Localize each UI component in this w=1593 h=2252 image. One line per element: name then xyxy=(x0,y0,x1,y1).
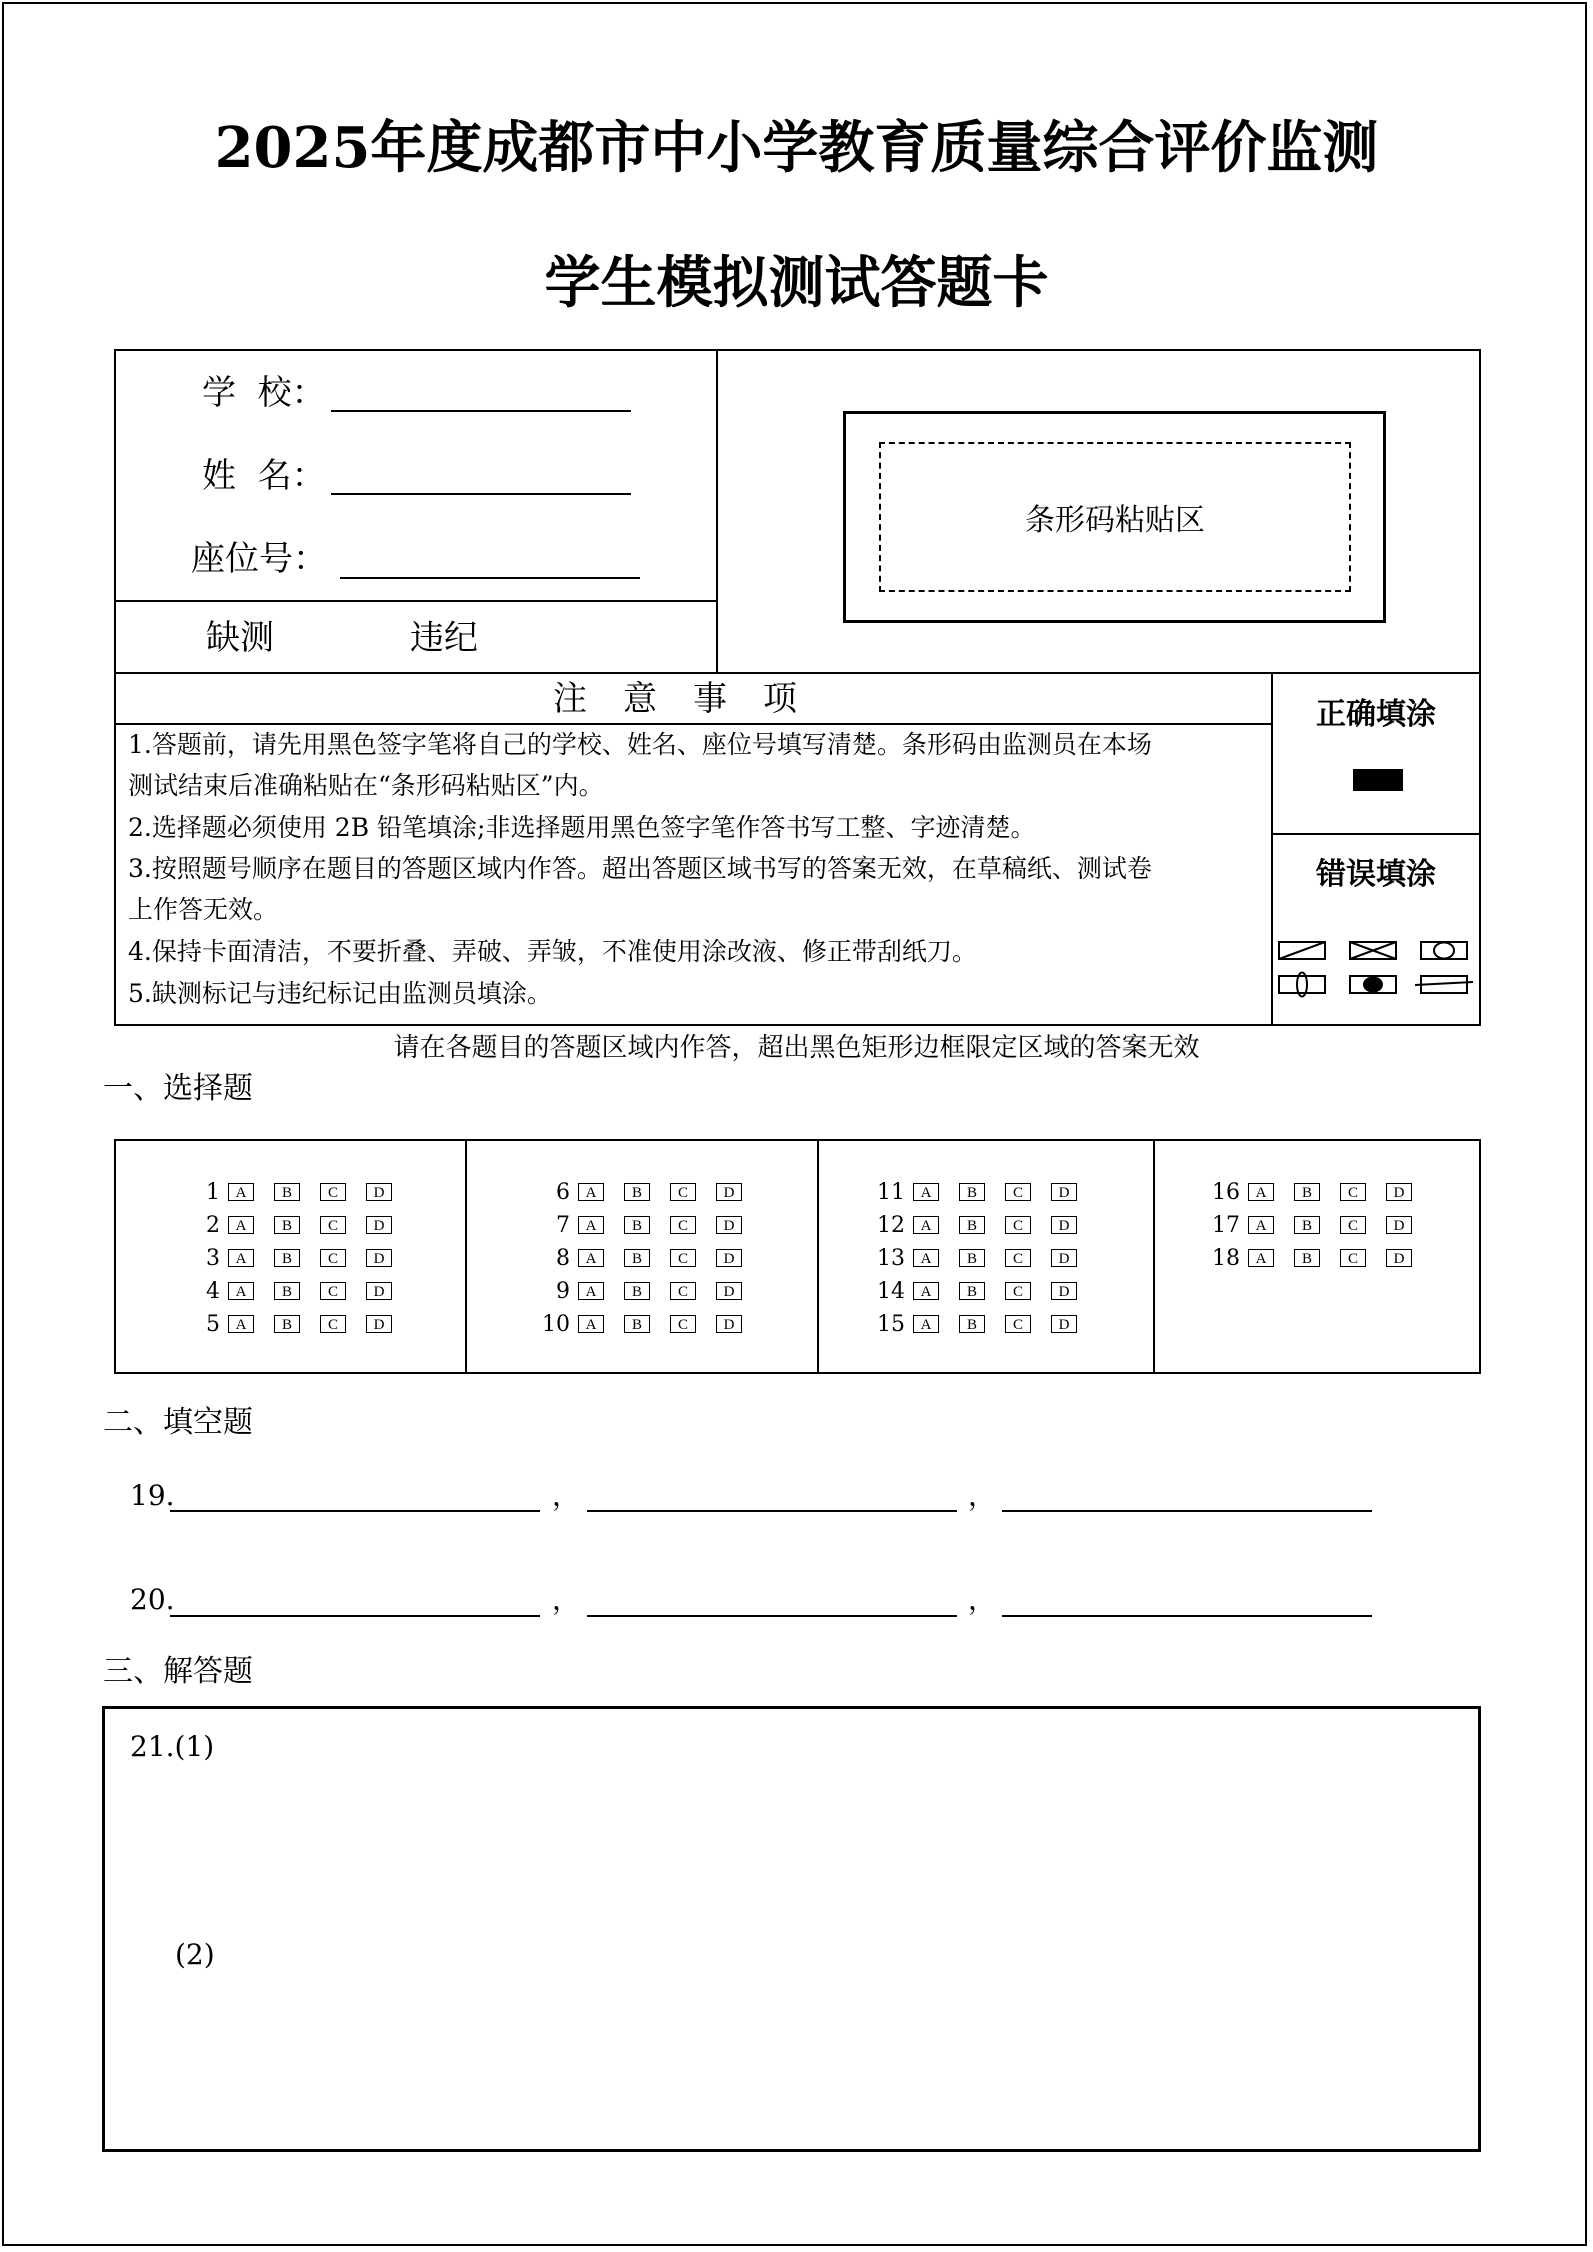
mc-option-bubble[interactable]: B xyxy=(959,1249,985,1267)
q19-blank-3[interactable] xyxy=(1002,1510,1372,1512)
mc-question-number: 8 xyxy=(556,1245,570,1271)
mc-question-row xyxy=(180,1246,412,1270)
mc-option-bubble[interactable]: D xyxy=(366,1315,392,1333)
mc-question-row xyxy=(865,1312,1097,1336)
school-label: 学 校： xyxy=(202,373,326,413)
circle-mark-icon xyxy=(1421,942,1467,959)
wrong-fill-label: 错误填涂 xyxy=(1316,857,1436,892)
mc-question-number: 17 xyxy=(1212,1212,1240,1238)
mc-option-bubble[interactable]: B xyxy=(959,1183,985,1201)
mc-question-number: 12 xyxy=(877,1212,905,1238)
notice-line: 2.选择题必须使用 2B 铅笔填涂;非选择题用黑色签字笔作答书写工整、字迹清楚。 xyxy=(128,813,1036,842)
answer-area-warning: 请在各题目的答题区域内作答，超出黑色矩形边框限定区域的答案无效 xyxy=(393,1033,1200,1063)
notice-line: 5.缺测标记与违纪标记由监测员填涂。 xyxy=(128,979,552,1008)
mc-option-bubble[interactable]: A xyxy=(1248,1216,1274,1234)
mc-option-bubble[interactable]: D xyxy=(1386,1183,1412,1201)
mc-option-bubble[interactable]: D xyxy=(366,1216,392,1234)
section2-title: 二、填空题 xyxy=(103,1405,253,1440)
mc-option-bubble[interactable]: D xyxy=(1051,1249,1077,1267)
q19-separator: ， xyxy=(968,1479,997,1512)
mc-option-bubble[interactable]: C xyxy=(320,1183,346,1201)
q20-blank-1[interactable] xyxy=(170,1615,540,1617)
mc-option-bubble[interactable]: B xyxy=(1294,1216,1320,1234)
mc-question-number: 6 xyxy=(556,1179,570,1205)
mc-option-bubble[interactable]: D xyxy=(1051,1216,1077,1234)
mc-question-row xyxy=(180,1312,412,1336)
mc-option-bubble[interactable]: B xyxy=(624,1282,650,1300)
school-input-line[interactable] xyxy=(331,410,631,412)
mc-option-bubble[interactable]: D xyxy=(1051,1183,1077,1201)
mc-question-row xyxy=(865,1246,1097,1270)
mc-option-bubble[interactable]: B xyxy=(1294,1249,1320,1267)
seat-label: 座位号： xyxy=(191,539,327,579)
q19-blank-2[interactable] xyxy=(587,1510,957,1512)
mc-option-bubble[interactable]: B xyxy=(959,1315,985,1333)
correct-fill-example-icon xyxy=(1353,769,1403,791)
mc-option-bubble[interactable]: D xyxy=(366,1282,392,1300)
mc-question-row xyxy=(1200,1213,1432,1237)
mc-option-bubble[interactable]: A xyxy=(1248,1183,1274,1201)
q20-separator: ， xyxy=(552,1583,581,1616)
mc-question-row xyxy=(530,1312,762,1336)
mc-option-bubble[interactable]: A xyxy=(228,1216,254,1234)
q19-number: 19. xyxy=(130,1479,175,1512)
q21-part1-label: 21.(1) xyxy=(130,1730,215,1763)
mc-option-bubble[interactable]: C xyxy=(1340,1216,1366,1234)
q19-blank-1[interactable] xyxy=(170,1510,540,1512)
mc-option-bubble[interactable]: A xyxy=(578,1282,604,1300)
mc-option-bubble[interactable]: C xyxy=(670,1249,696,1267)
fill-example-divider xyxy=(1271,833,1481,835)
mc-question-row xyxy=(865,1180,1097,1204)
mc-question-number: 4 xyxy=(206,1278,220,1304)
mc-question-row xyxy=(530,1213,762,1237)
mc-option-bubble[interactable]: D xyxy=(1386,1216,1412,1234)
mc-option-bubble[interactable]: B xyxy=(624,1315,650,1333)
mc-option-bubble[interactable]: C xyxy=(1005,1315,1031,1333)
mc-option-bubble[interactable]: B xyxy=(1294,1183,1320,1201)
mc-option-bubble[interactable]: D xyxy=(366,1249,392,1267)
mc-option-bubble[interactable]: D xyxy=(716,1183,742,1201)
q19-separator: ， xyxy=(552,1479,581,1512)
mc-question-number: 9 xyxy=(556,1278,570,1304)
notice-title: 注意事项 xyxy=(553,679,833,719)
mc-option-bubble[interactable]: C xyxy=(670,1315,696,1333)
mc-question-number: 14 xyxy=(877,1278,905,1304)
header-divider-horizontal xyxy=(114,600,718,602)
mc-option-bubble[interactable]: A xyxy=(578,1216,604,1234)
mc-option-bubble[interactable]: A xyxy=(228,1249,254,1267)
notice-title-line xyxy=(114,723,1272,725)
mc-question-row xyxy=(1200,1246,1432,1270)
name-input-line[interactable] xyxy=(331,493,631,495)
mc-option-bubble[interactable]: D xyxy=(716,1216,742,1234)
mc-option-bubble[interactable]: D xyxy=(1051,1315,1077,1333)
mc-option-bubble[interactable]: A xyxy=(913,1282,939,1300)
mc-question-number: 13 xyxy=(877,1245,905,1271)
mc-option-bubble[interactable]: B xyxy=(959,1282,985,1300)
mc-option-bubble[interactable]: A xyxy=(913,1216,939,1234)
mc-question-row xyxy=(180,1279,412,1303)
mc-question-number: 2 xyxy=(206,1212,220,1238)
name-label: 姓 名： xyxy=(202,456,326,496)
notice-line: 测试结束后准确粘贴在“条形码粘贴区”内。 xyxy=(128,771,604,800)
mc-question-row xyxy=(530,1246,762,1270)
mc-question-number: 3 xyxy=(206,1245,220,1271)
mc-question-row xyxy=(1200,1180,1432,1204)
mc-option-bubble[interactable]: C xyxy=(320,1249,346,1267)
mc-option-bubble[interactable]: B xyxy=(274,1216,300,1234)
mc-option-bubble[interactable]: B xyxy=(274,1282,300,1300)
q20-blank-2[interactable] xyxy=(587,1615,957,1617)
mc-option-bubble[interactable]: C xyxy=(1005,1282,1031,1300)
mc-question-number: 5 xyxy=(206,1311,220,1337)
mc-option-bubble[interactable]: A xyxy=(228,1282,254,1300)
mc-option-bubble[interactable]: C xyxy=(320,1282,346,1300)
notice-line: 上作答无效。 xyxy=(128,895,279,924)
q20-number: 20. xyxy=(130,1583,175,1616)
mc-question-number: 7 xyxy=(556,1212,570,1238)
mc-option-bubble[interactable]: D xyxy=(716,1315,742,1333)
notice-top-line xyxy=(114,672,1481,674)
mc-option-bubble[interactable]: D xyxy=(716,1282,742,1300)
mc-option-bubble[interactable]: B xyxy=(624,1216,650,1234)
mc-question-number: 16 xyxy=(1212,1179,1240,1205)
mc-option-bubble[interactable]: B xyxy=(274,1315,300,1333)
mc-option-bubble[interactable]: B xyxy=(274,1249,300,1267)
q20-separator: ， xyxy=(968,1583,997,1616)
mc-option-bubble[interactable]: C xyxy=(1340,1249,1366,1267)
mc-option-bubble[interactable]: A xyxy=(913,1183,939,1201)
mc-option-bubble[interactable]: B xyxy=(959,1216,985,1234)
mc-option-bubble[interactable]: C xyxy=(1005,1216,1031,1234)
wrong-fill-examples-icon xyxy=(1276,938,1476,1002)
violation-mark-label[interactable]: 违纪 xyxy=(410,618,478,658)
mc-option-bubble[interactable]: C xyxy=(670,1282,696,1300)
notice-line: 4.保持卡面清洁，不要折叠、弄破、弄皱，不准使用涂改液、修正带刮纸刀。 xyxy=(128,937,977,966)
mc-option-bubble[interactable]: C xyxy=(320,1216,346,1234)
notice-line: 1.答题前，请先用黑色签字笔将自己的学校、姓名、座位号填写清楚。条形码由监测员在本场 xyxy=(128,730,1152,759)
mc-divider xyxy=(817,1139,819,1374)
mc-option-bubble[interactable]: C xyxy=(1005,1249,1031,1267)
card-title: 学生模拟测试答题卡 xyxy=(544,250,1049,316)
mc-divider xyxy=(1153,1139,1155,1374)
q21-answer-area[interactable] xyxy=(102,1706,1481,2152)
absence-mark-label[interactable]: 缺测 xyxy=(206,618,274,658)
mc-question-row xyxy=(180,1180,412,1204)
mc-option-bubble[interactable]: A xyxy=(578,1249,604,1267)
mc-question-number: 15 xyxy=(877,1311,905,1337)
mc-option-bubble[interactable]: C xyxy=(320,1315,346,1333)
mc-option-bubble[interactable]: A xyxy=(913,1249,939,1267)
mc-option-bubble[interactable]: A xyxy=(578,1183,604,1201)
barcode-label: 条形码粘贴区 xyxy=(879,442,1351,592)
mc-option-bubble[interactable]: A xyxy=(228,1183,254,1201)
section3-title: 三、解答题 xyxy=(103,1654,253,1689)
mc-question-row xyxy=(865,1279,1097,1303)
q20-blank-3[interactable] xyxy=(1002,1615,1372,1617)
mc-question-row xyxy=(530,1279,762,1303)
mc-question-number: 10 xyxy=(542,1311,570,1337)
mc-option-bubble[interactable]: B xyxy=(624,1183,650,1201)
mc-question-number: 11 xyxy=(877,1179,905,1205)
mc-option-bubble[interactable]: C xyxy=(1005,1183,1031,1201)
mc-question-number: 1 xyxy=(206,1179,220,1205)
correct-fill-label: 正确填涂 xyxy=(1316,697,1436,732)
header-divider-vertical xyxy=(716,349,718,673)
notice-line: 3.按照题号顺序在题目的答题区域内作答。超出答题区域书写的答案无效，在草稿纸、测试卷 xyxy=(128,854,1152,883)
vertical-oval-mark-icon xyxy=(1279,976,1325,993)
seat-input-line[interactable] xyxy=(340,577,640,579)
q21-part2-label: (2) xyxy=(175,1938,215,1971)
mc-option-bubble[interactable]: D xyxy=(366,1183,392,1201)
mc-option-bubble[interactable]: C xyxy=(670,1216,696,1234)
mc-option-bubble[interactable]: B xyxy=(274,1183,300,1201)
mc-option-bubble[interactable]: A xyxy=(913,1315,939,1333)
mc-option-bubble[interactable]: A xyxy=(578,1315,604,1333)
mc-question-row xyxy=(530,1180,762,1204)
mc-question-row xyxy=(865,1213,1097,1237)
section1-title: 一、选择题 xyxy=(103,1071,253,1106)
mc-question-number: 18 xyxy=(1212,1245,1240,1271)
exam-title: 2025年度成都市中小学教育质量综合评价监测 xyxy=(214,115,1379,181)
mc-question-row xyxy=(180,1213,412,1237)
mc-option-bubble[interactable]: C xyxy=(670,1183,696,1201)
mc-option-bubble[interactable]: C xyxy=(1340,1183,1366,1201)
mc-option-bubble[interactable]: D xyxy=(1051,1282,1077,1300)
mc-option-bubble[interactable]: A xyxy=(1248,1249,1274,1267)
mc-divider xyxy=(465,1139,467,1374)
mc-option-bubble[interactable]: B xyxy=(624,1249,650,1267)
mc-option-bubble[interactable]: D xyxy=(1386,1249,1412,1267)
mc-option-bubble[interactable]: A xyxy=(228,1315,254,1333)
mc-option-bubble[interactable]: D xyxy=(716,1249,742,1267)
